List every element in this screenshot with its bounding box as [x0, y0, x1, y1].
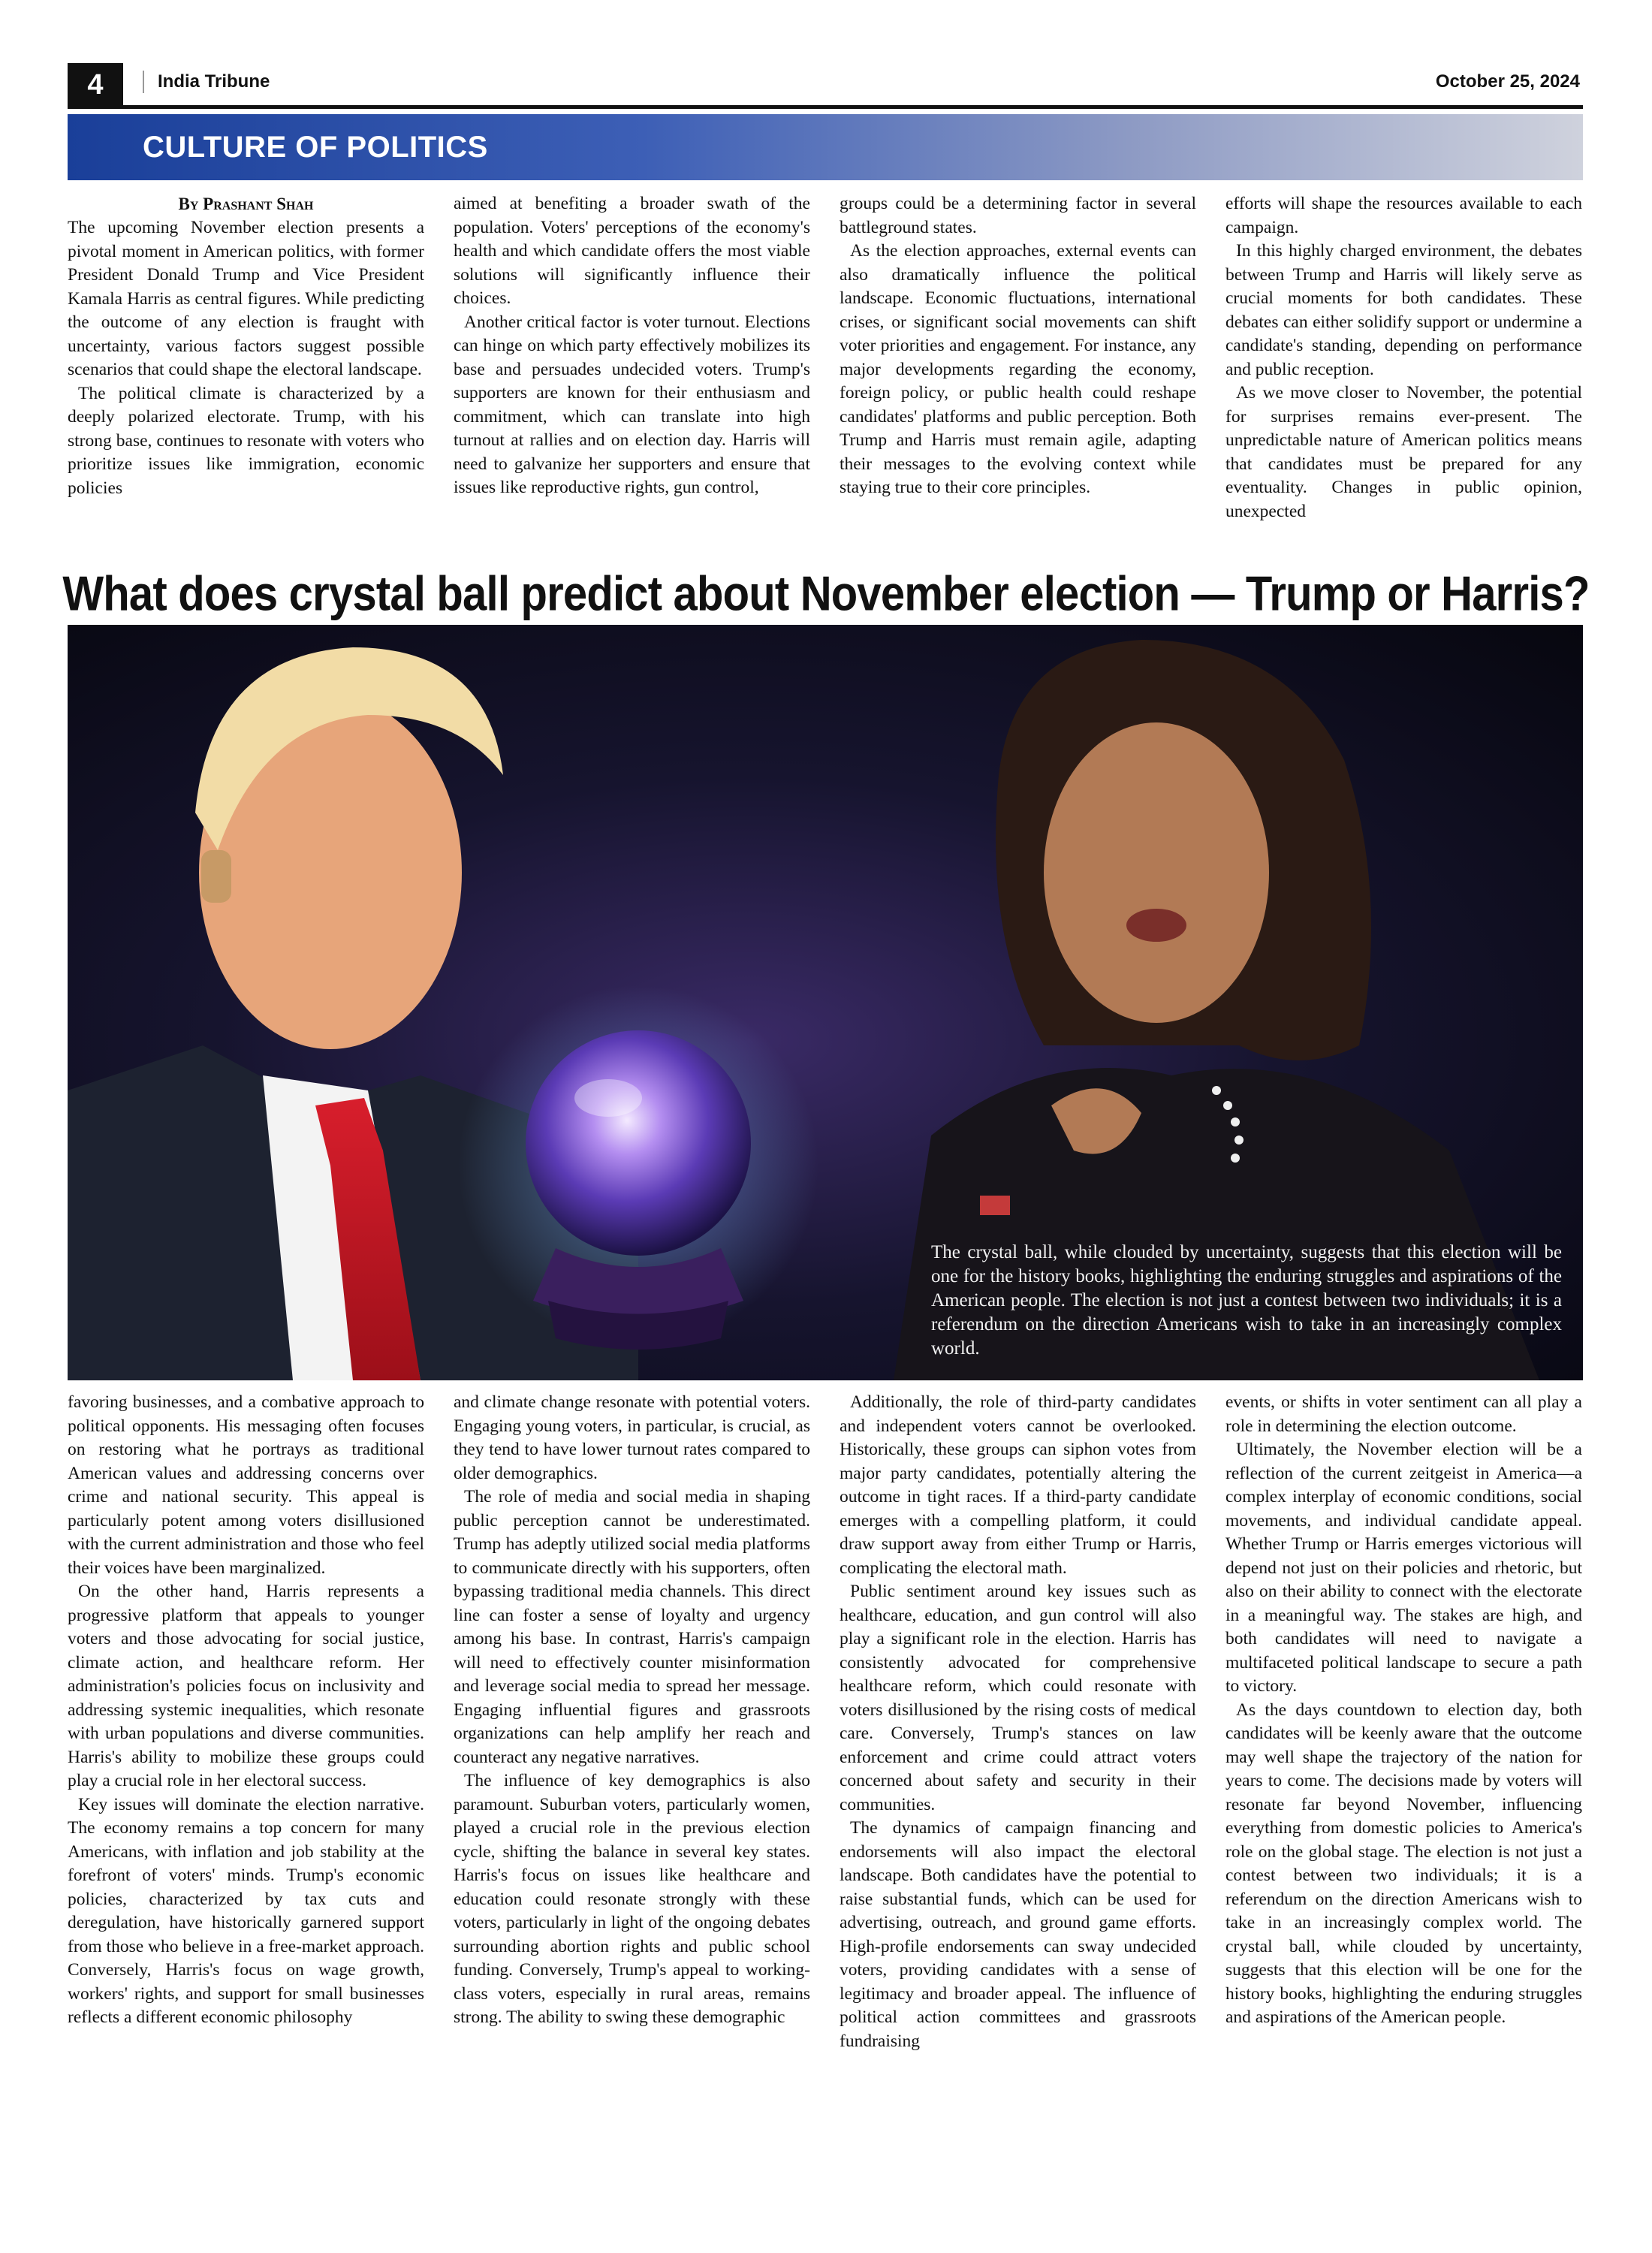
paragraph: favoring businesses, and a combative approach to political opponents. His messaging often focuses on restoring what he portrays as traditional American values and addressing concerns over crime and national security. This appeal is particularly potent among voters disillusioned with the current administration and those who feel their voices have been marginalized. [68, 1392, 424, 1578]
article-top-column-3 [840, 192, 1196, 556]
publication-name: India Tribune [143, 71, 270, 93]
paragraph: aimed at benefiting a broader swath of the population. Voters' perceptions of the economy's health and which candidate offers the most viable solutions will significantly influence their choices. [454, 194, 810, 308]
article-top-column-1 [68, 192, 424, 556]
issue-date: October 25, 2024 [1435, 71, 1580, 92]
paragraph: The dynamics of campaign financing and endorsements will also impact the electoral landscape. Both candidates have the potential to raise substantial funds, which can be used for advertising, outreach, and ground game efforts. High-profile endorsements can sway undecided voters, providing candidates with a sense of legitimacy and broader appeal. The influence of political action committees and grassroots fundraising [840, 1818, 1196, 2051]
paragraph: As we move closer to November, the potential for surprises remains ever-present. The unpredictable nature of American politics means that candidates must be prepared for any eventuality. Changes in public opinion, unexpected [1225, 383, 1582, 521]
feature-photo [68, 625, 1583, 1380]
paragraph: Additionally, the role of third-party candidates and independent voters cannot be overlooked. Historically, these groups can siphon votes from major party candidates, potentially altering the outcome in tight races. If a third-party candidate emerges with a compelling platform, it could draw support away from either Trump or Harris, complicating the electoral math. [840, 1392, 1196, 1578]
paragraph: The political climate is characterized by a deeply polarized electorate. Trump, with his strong base, continues to resonate with voters who prioritize issues like immigration, economic policies [68, 383, 424, 498]
section-banner [68, 114, 1583, 180]
photo-caption: The crystal ball, while clouded by uncertainty, suggests that this election will be one for the history books, highlighting the enduring struggles and aspirations of the American people. The election is not just a contest between two individuals; it is a referendum on the direction Americans wish to take in an increasingly complex world. [931, 1242, 1562, 1359]
paragraph: Another critical factor is voter turnout. Elections can hinge on which party effectively mobilizes its base and persuades undecided voters. Trump's supporters are known for their enthusiasm and commitment, which can translate into high turnout at rallies and on election day. Harris will need to galvanize her supporters and ensure that issues like reproductive rights, gun control, [454, 312, 810, 497]
paragraph: and climate change resonate with potential voters. Engaging young voters, in particular, is crucial, as they tend to have lower turnout rates compared to older demographics. [454, 1392, 810, 1483]
article-top-column-2 [454, 192, 810, 556]
paragraph: As the election approaches, external events can also dramatically influence the political landscape. Economic fluctuations, international crises, or significant social movements can shift voter priorities and engagement. For instance, any major developments regarding the economy, foreign policy, or public health could reshape candidates' platforms and public perception. Both Trump and Harris must remain agile, adapting their messages to the evolving context while staying true to their core principles. [840, 241, 1196, 497]
paragraph: The role of media and social media in shaping public perception cannot be underestimated. Trump has adeptly utilized social media platforms to communicate directly with his supporters, often bypassing traditional media channels. This direct line can foster a sense of loyalty and urgency among his base. In contrast, Harris's campaign will need to effectively counter misinformation and leverage social media to spread her message. Engaging influential figures and grassroots organizations can help amplify her reach and counteract any negative narratives. [454, 1487, 810, 1767]
section-title: CULTURE OF POLITICS [143, 131, 488, 164]
paragraph: On the other hand, Harris represents a progressive platform that appeals to younger voters and those advocating for social justice, climate action, and healthcare reform. Her administration's policies focus on inclusivity and addressing systemic inequalities, which resonate with urban populations and diverse communities. Harris's ability to mobilize these groups could play a crucial role in her electoral success. [68, 1582, 424, 1790]
paragraph: In this highly charged environment, the debates between Trump and Harris will likely serve as crucial moments for both candidates. These debates can either solidify support or undermine a candidate's standing, depending on performance and public reception. [1225, 241, 1582, 379]
article-headline: What does crystal ball predict about November election — Trump or Harris? [62, 566, 1590, 621]
article-top-column-4 [1225, 192, 1582, 556]
byline: By Prashant Shah [178, 195, 314, 213]
paragraph: groups could be a determining factor in several battleground states. [840, 194, 1196, 237]
paragraph: Public sentiment around key issues such as healthcare, education, and gun control will also play a significant role in the election. Harris has consistently advocated for comprehensive healthcare reform, which could resonate with voters disillusioned by the rising costs of medical care. Conversely, Trump's stances on law enforcement and crime could attract voters concerned about safety and security in their communities. [840, 1582, 1196, 1814]
page-header [68, 63, 1583, 109]
article-bottom-column-2 [454, 1391, 810, 2217]
paragraph: Key issues will dominate the election narrative. The economy remains a top concern for many Americans, with inflation and job stability at the forefront of voters' minds. Trump's economic policies, characterized by tax cuts and deregulation, have historically garnered support from those who believe in a free-market approach. Conversely, Harris's focus on wage growth, workers' rights, and support for small businesses reflects a different economic philosophy [68, 1794, 424, 2027]
page-number: 4 [68, 63, 123, 105]
paragraph: As the days countdown to election day, both candidates will be keenly aware that the outcome may well shape the trajectory of the nation for years to come. The decisions made by voters will resonate far beyond November, influencing everything from domestic policies to America's role on the global stage. The election is not just a contest between two individuals; it is a referendum on the direction Americans wish to take in an increasingly complex world. The crystal ball, while clouded by uncertainty, suggests that this election will be one for the history books, highlighting the enduring struggles and aspirations of the American people. [1225, 1700, 1582, 2027]
paragraph: efforts will shape the resources available to each campaign. [1225, 194, 1582, 237]
article-bottom-column-4 [1225, 1391, 1582, 2217]
paragraph: Ultimately, the November election will be a reflection of the current zeitgeist in America—a complex interplay of economic conditions, social movements, and individual candidate appeal. Whether Trump or Harris emerges victorious will depend not just on their policies and rhetoric, but also on their ability to connect with the electorate in a meaningful way. The stakes are high, and both candidates will need to navigate a multifaceted political landscape to secure a path to victory. [1225, 1440, 1582, 1696]
paragraph: The upcoming November election presents a pivotal moment in American politics, with former President Donald Trump and Vice President Kamala Harris as central figures. While predicting the outcome of any election is fraught with uncertainty, various factors suggest possible scenarios that could shape the electoral landscape. [68, 218, 424, 379]
paragraph: The influence of key demographics is also paramount. Suburban voters, particularly women, played a crucial role in the previous election cycle, shifting the balance in several key states. Harris's focus on issues like healthcare and education could resonate strongly with these voters, particularly in light of the ongoing debates surrounding abortion rights and public school funding. Conversely, Trump's appeal to working-class voters, especially in rural areas, remains strong. The ability to swing these demographic [454, 1771, 810, 2027]
paragraph: events, or shifts in voter sentiment can all play a role in determining the election outcome. [1225, 1392, 1582, 1436]
article-bottom-column-1 [68, 1391, 424, 2217]
article-bottom-column-3 [840, 1391, 1196, 2217]
